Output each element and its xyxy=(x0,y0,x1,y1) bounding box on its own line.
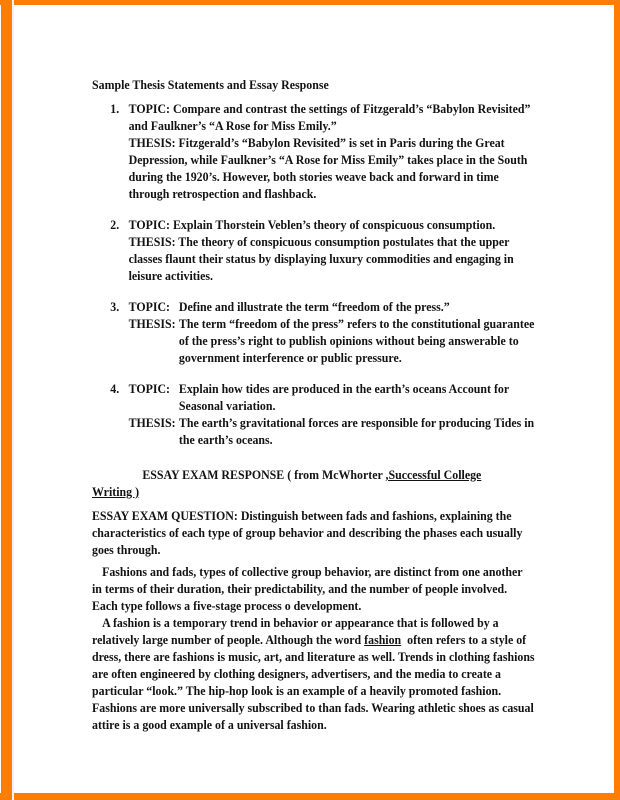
item-4-body xyxy=(129,380,535,448)
item-4-topic xyxy=(129,380,535,414)
item-3-thesis-label: THESIS: xyxy=(128,316,176,331)
item-2-topic xyxy=(129,216,535,233)
document-page xyxy=(92,76,535,733)
list-item-3 xyxy=(110,298,535,366)
list-item-2 xyxy=(110,216,535,284)
fashion-paragraph-after: often refers to a style of dress, there are fashions is music, art, and literature as well. Trends in clothing fashions are often engineered by clothing designers, advertisers, and the media to create a particular “look.” The hip-hop look is an example of a heavily promoted fashion. Fashions are more universally subscribed to than fads. Wearing athletic shoes as casual attire is a good example of a universal fashion. xyxy=(92,632,535,732)
item-2-thesis-text: The theory of conspicuous consumption postulates that the upper classes flaunt their status by displaying luxury commodities and engaging in leisure activities. xyxy=(128,234,514,283)
exam-question-text: Distinguish between fads and fashions, explaining the characteristics of each type of group behavior and describing the phases each usually goes through. xyxy=(92,508,523,557)
item-2-thesis xyxy=(129,233,535,284)
response-heading-underlined-2: Writing ) xyxy=(92,484,140,499)
item-4-thesis-text: The earth’s gravitational forces are responsible for producing Tides in the earth’s oceans. xyxy=(178,415,535,447)
item-2-thesis-label: THESIS: xyxy=(128,234,176,249)
item-3-body xyxy=(129,298,535,366)
item-3-topic-label: TOPIC: xyxy=(128,299,171,314)
fashion-underlined-word: fashion xyxy=(364,632,402,647)
exam-question-label: ESSAY EXAM QUESTION: xyxy=(92,508,238,523)
frame-top-border xyxy=(0,0,620,5)
item-1-thesis xyxy=(129,134,535,202)
item-4-thesis xyxy=(129,414,535,448)
response-heading-prefix: ESSAY EXAM RESPONSE ( from McWhorter xyxy=(142,467,386,482)
frame-bottom-border xyxy=(0,793,620,800)
page-edge-shadow xyxy=(12,0,14,800)
item-3-topic-text: Define and illustrate the term “freedom of the press.” xyxy=(178,299,450,314)
paragraph-fashion xyxy=(92,614,535,733)
document-title: Sample Thesis Statements and Essay Response xyxy=(92,77,329,92)
essay-exam-response-heading xyxy=(92,466,535,500)
list-item-4 xyxy=(110,380,535,448)
item-1-body xyxy=(129,100,535,202)
item-2-topic-text: Explain Thorstein Veblen’s theory of conspicuous consumption. xyxy=(172,217,496,232)
item-4-topic-label: TOPIC: xyxy=(128,381,171,396)
essay-exam-question xyxy=(92,507,535,558)
item-1-topic-text: Compare and contrast the settings of Fitzgerald’s “Babylon Revisited” and Faulkner’s “A Rose for Miss Emily.” xyxy=(128,101,531,133)
item-2-body xyxy=(129,216,535,284)
response-heading-underlined-1: ,Successful College xyxy=(385,467,482,482)
item-4-topic-text: Explain how tides are produced in the earth’s oceans Account for Seasonal variation. xyxy=(178,381,509,413)
frame-right-border xyxy=(614,0,620,800)
item-3-thesis xyxy=(129,315,535,366)
item-1-topic-label: TOPIC: xyxy=(128,101,171,116)
paragraph-fads-fashions: Fashions and fads, types of collective group behavior, are distinct from one another in terms of their duration, their predictability, and the number of people involved. Each type follows a five-stage process o development. xyxy=(92,564,523,613)
thesis-list xyxy=(92,100,535,448)
item-1-thesis-label: THESIS: xyxy=(128,135,176,150)
list-item-1 xyxy=(110,100,535,202)
item-1-thesis-text: Fitzgerald’s “Babylon Revisited” is set in Paris during the Great Depression, while Faulkner’s “A Rose for Miss Emily” takes place in the South during the 1920’s. However, both stories weave back and forward in time through retrospection and flashback. xyxy=(128,135,528,201)
item-3-number: 3. xyxy=(110,299,120,314)
item-4-number: 4. xyxy=(110,381,120,396)
frame-left-border xyxy=(1,0,12,800)
item-4-thesis-label: THESIS: xyxy=(128,415,176,430)
item-2-topic-label: TOPIC: xyxy=(128,217,171,232)
fashion-paragraph-before: A fashion is a temporary trend in behavior or appearance that is followed by a relatively large number of people. Although the word xyxy=(92,615,499,647)
item-2-number: 2. xyxy=(110,217,120,232)
item-1-number: 1. xyxy=(110,101,120,116)
item-1-topic xyxy=(129,100,535,134)
item-3-topic xyxy=(129,298,535,315)
item-3-thesis-text: The term “freedom of the press” refers to the constitutional guarantee of the press’s right to publish opinions without being answerable to government interference or public pressure. xyxy=(178,316,535,365)
